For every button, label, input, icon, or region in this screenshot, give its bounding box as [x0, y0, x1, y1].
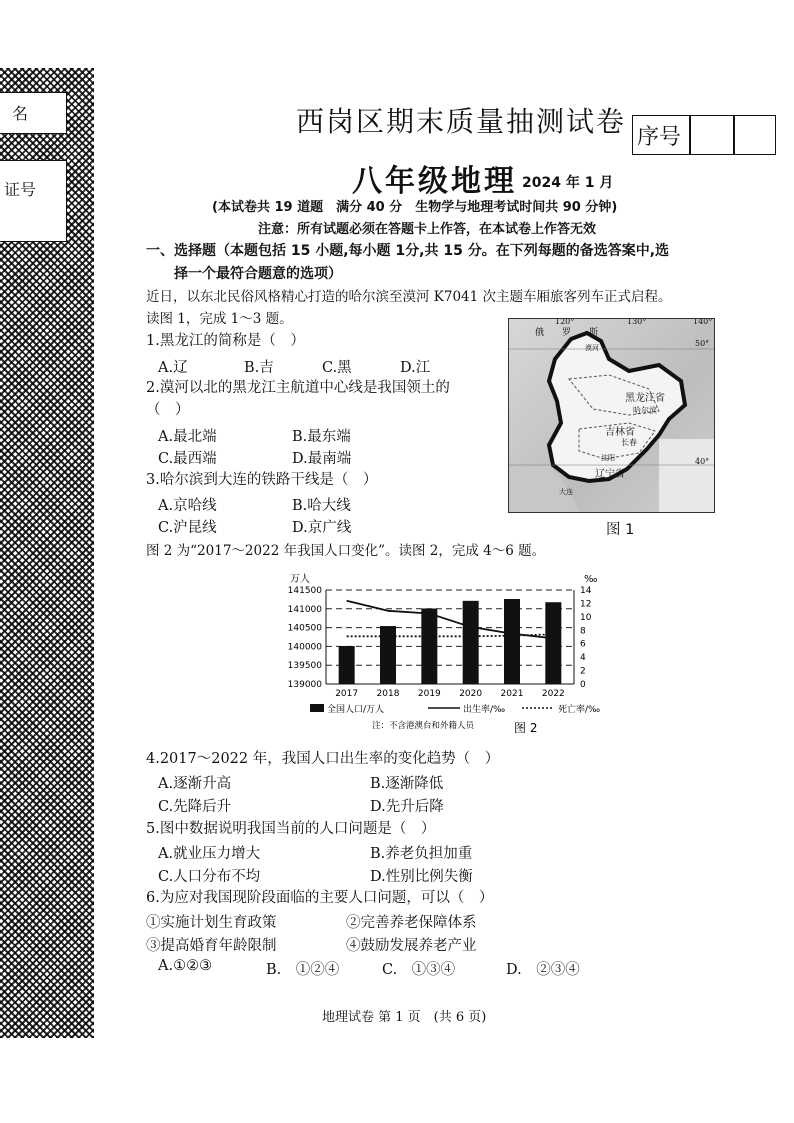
place-label: 长春 — [621, 438, 637, 447]
name-label: 名 — [12, 104, 29, 123]
y-tick-label: 139000 — [287, 680, 322, 690]
name-box — [0, 92, 67, 134]
y2-tick-label: 2 — [580, 666, 586, 677]
lon-label: 130° — [627, 318, 647, 326]
x-tick-label: 2021 — [500, 689, 524, 699]
place-label: 黑龙江省 — [625, 393, 665, 404]
option[interactable]: D.京广线 — [292, 520, 352, 536]
question-stem: 3.哈尔滨到大连的铁路干线是（ ） — [146, 472, 378, 488]
x-tick-label: 2017 — [335, 689, 359, 699]
question-stem: 2.漠河以北的黑龙江主航道中心线是我国领土的 — [146, 380, 450, 396]
serial-label: 序号 — [637, 125, 682, 150]
section-heading: 一、选择题（本题包括 15 小题,每小题 1分,共 15 分。在下列每题的备选答案中,选 — [146, 243, 670, 259]
option[interactable]: B.吉 — [244, 360, 274, 376]
option[interactable]: C.黑 — [322, 360, 352, 376]
bar-population — [545, 602, 561, 684]
id-label: 证号 — [4, 180, 37, 199]
place-label: 漠河 — [585, 344, 599, 352]
serial-divider — [689, 116, 691, 154]
serial-box — [632, 115, 776, 155]
y-tick-label: 140000 — [287, 642, 322, 653]
option[interactable]: B.逐渐降低 — [370, 776, 444, 792]
statement-item: ③提高婚育年龄限制 — [146, 938, 277, 954]
y-axis-title: 万人 — [290, 574, 310, 585]
question-stem-cont: （ ） — [146, 402, 190, 418]
option[interactable]: C.沪昆线 — [158, 520, 217, 536]
y2-tick-label: 12 — [580, 599, 592, 610]
bar-population — [421, 608, 437, 684]
figure-caption: 图 1 — [606, 522, 635, 538]
legend-swatch-population — [310, 704, 324, 712]
bar-population — [504, 599, 520, 684]
question-stem: 1.黑龙江的简称是（ ） — [146, 333, 305, 349]
exam-info: (本试卷共 19 道题 满分 40 分 生物学与地理考试时间共 90 分钟) — [212, 200, 618, 215]
map-graphic — [509, 319, 714, 512]
option[interactable]: C.先降后升 — [158, 799, 232, 815]
place-label: 辽宁省 — [595, 469, 625, 480]
legend-label: 死亡率/‰ — [558, 705, 601, 715]
y2-tick-label: 10 — [580, 612, 592, 623]
bar-population — [463, 601, 479, 684]
intro-text: 近日，以东北民俗风格精心打造的哈尔滨至漠河 K7041 次主题车厢旅客列车正式启程。 — [146, 289, 672, 305]
option[interactable]: A.①②③ — [158, 958, 213, 974]
option[interactable]: D.最南端 — [292, 451, 352, 467]
chart-note: 注：不含港澳台和外籍人员 — [372, 721, 475, 731]
country-label: 俄 罗 斯 — [535, 328, 599, 338]
page-title: 西岗区期末质量抽测试卷 — [296, 105, 627, 138]
option[interactable]: C.最西端 — [158, 451, 217, 467]
lon-label: 120° — [555, 318, 575, 326]
legend-label: 全国人口/万人 — [327, 705, 385, 715]
place-label: 沈阳 — [601, 454, 615, 462]
option[interactable]: D. ②③④ — [506, 962, 580, 978]
option[interactable]: A.京哈线 — [158, 498, 217, 514]
option[interactable]: B.哈大线 — [292, 498, 351, 514]
y2-tick-label: 8 — [580, 626, 586, 637]
exam-date: 2024 年 1 月 — [522, 175, 614, 191]
statement-item: ④鼓励发展养老产业 — [346, 938, 477, 954]
x-tick-label: 2022 — [541, 689, 565, 699]
option[interactable]: A.就业压力增大 — [158, 846, 261, 862]
section-heading-cont: 择一个最符合题意的选项） — [174, 266, 342, 282]
intro-text: 读图 1，完成 1～3 题。 — [146, 311, 293, 327]
y2-tick-label: 4 — [580, 653, 586, 664]
y2-tick-label: 6 — [580, 639, 586, 650]
population-chart — [260, 566, 620, 744]
option[interactable]: C. ①③④ — [382, 962, 456, 978]
option[interactable]: A.最北端 — [158, 429, 217, 445]
bar-population — [380, 626, 396, 684]
y2-tick-label: 14 — [580, 586, 592, 596]
x-tick-label: 2019 — [417, 689, 441, 699]
option[interactable]: B.养老负担加重 — [370, 846, 473, 862]
option[interactable]: D.先升后降 — [370, 799, 444, 815]
place-label: 大连 — [559, 488, 573, 496]
y-tick-label: 141000 — [287, 604, 322, 615]
question-stem: 5.图中数据说明我国当前的人口问题是（ ） — [146, 821, 436, 837]
intro-text: 图 2 为“2017～2022 年我国人口变化”。读图 2，完成 4～6 题。 — [146, 543, 546, 559]
option[interactable]: B. ①②④ — [266, 962, 340, 978]
statement-item: ①实施计划生育政策 — [146, 915, 277, 931]
x-tick-label: 2018 — [376, 689, 400, 699]
question-stem: 6.为应对我国现阶段面临的主要人口问题，可以（ ） — [146, 890, 494, 906]
option[interactable]: B.最东端 — [292, 429, 351, 445]
exam-notice: 注意：所有试题必须在答题卡上作答，在本试卷上作答无效 — [258, 222, 597, 237]
subject-title: 八年级地理 — [352, 164, 517, 199]
y-tick-label: 139500 — [287, 661, 322, 672]
lon-label: 140° — [693, 318, 713, 326]
figure-caption: 图 2 — [514, 721, 538, 735]
page-footer: 地理试卷 第 1 页 (共 6 页) — [322, 1010, 487, 1025]
x-tick-label: 2020 — [459, 689, 483, 699]
option[interactable]: A.辽 — [158, 360, 188, 376]
id-box — [0, 160, 67, 242]
northeast-china-map — [508, 318, 715, 513]
y-tick-label: 141500 — [287, 586, 322, 596]
option[interactable]: D.江 — [400, 360, 431, 376]
line-birth-rate — [347, 601, 554, 639]
option[interactable]: C.人口分布不均 — [158, 869, 261, 885]
serial-divider — [733, 116, 735, 154]
legend-label: 出生率/‰ — [463, 705, 506, 715]
y2-tick-label: 0 — [580, 680, 586, 690]
place-label: 哈尔滨 — [633, 406, 657, 415]
bar-population — [339, 646, 355, 684]
statement-item: ②完善养老保障体系 — [346, 915, 477, 931]
y2-axis-title: ‰ — [584, 574, 598, 585]
lat-label: 50° — [695, 339, 710, 348]
y-tick-label: 140500 — [287, 623, 322, 634]
lat-label: 40° — [695, 457, 710, 466]
option[interactable]: D.性别比例失衡 — [370, 869, 473, 885]
question-stem: 4.2017～2022 年，我国人口出生率的变化趋势（ ） — [146, 751, 500, 767]
place-label: 吉林省 — [605, 427, 635, 438]
option[interactable]: A.逐渐升高 — [158, 776, 232, 792]
